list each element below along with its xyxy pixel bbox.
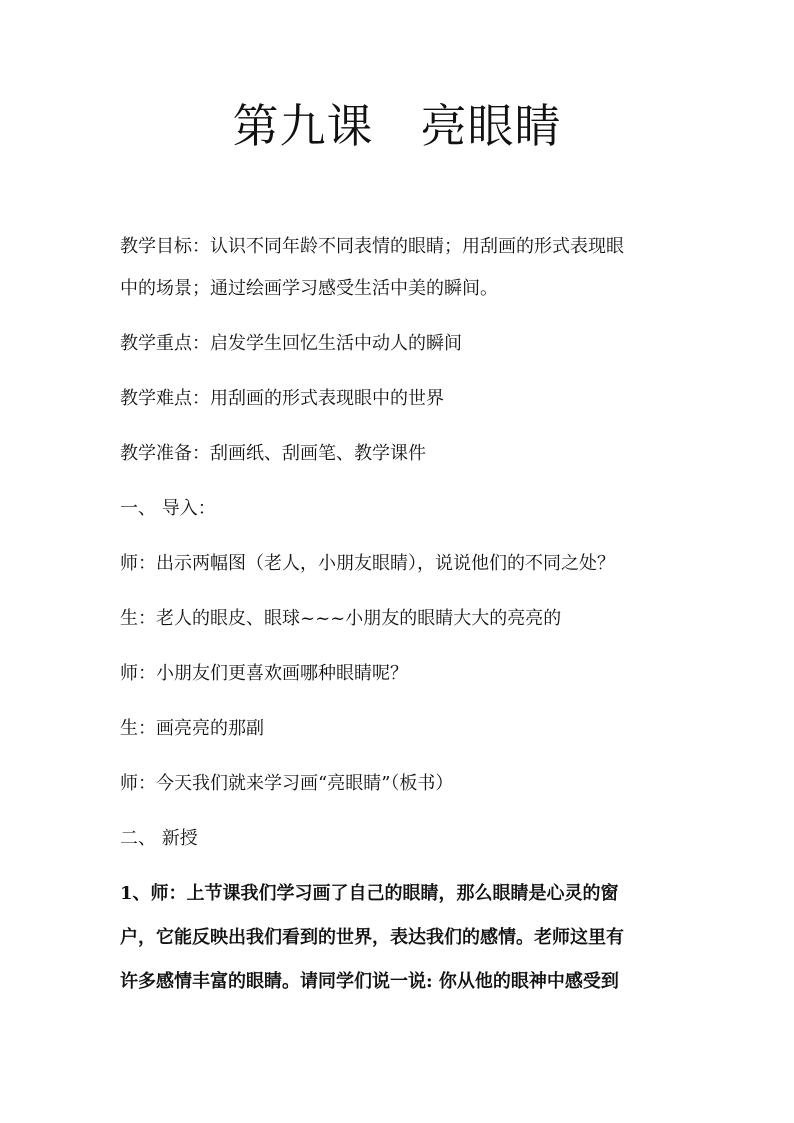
dialogue-line: 师：小朋友们更喜欢画哪种眼睛呢？ <box>120 663 408 684</box>
bold-paragraph-line-1: 1、师：上节课我们学习画了自己的眼睛，那么眼睛是心灵的窗 <box>120 883 619 904</box>
bold-paragraph-line-2: 户，它能反映出我们看到的世界，表达我们的感情。老师这里有 <box>120 927 624 948</box>
lesson-title: 第九课 亮眼睛 <box>232 99 562 153</box>
teaching-goal-line-1: 教学目标：认识不同年龄不同表情的眼睛；用刮画的形式表现眼 <box>120 236 624 257</box>
teaching-goal-line-2: 中的场景；通过绘画学习感受生活中美的瞬间。 <box>120 278 498 299</box>
dialogue-line: 生：老人的眼皮、眼球~~~小朋友的眼睛大大的亮亮的 <box>120 608 562 629</box>
section-new-lesson-heading: 二、 新授 <box>120 828 198 849</box>
teaching-focus: 教学重点：启发学生回忆生活中动人的瞬间 <box>120 333 462 354</box>
teaching-preparation: 教学准备：刮画纸、刮画笔、教学课件 <box>120 443 426 464</box>
section-intro-heading: 一、 导入： <box>120 498 216 519</box>
dialogue-line: 生：画亮亮的那副 <box>120 718 264 739</box>
dialogue-line: 师：今天我们就来学习画“亮眼睛”（板书） <box>120 773 454 794</box>
teaching-difficulty: 教学难点：用刮画的形式表现眼中的世界 <box>120 388 444 409</box>
bold-paragraph-line-3: 许多感情丰富的眼睛。请同学们说一说: 你从他的眼神中感受到 <box>120 971 619 992</box>
dialogue-line: 师：出示两幅图（老人，小朋友眼睛），说说他们的不同之处？ <box>120 553 615 574</box>
